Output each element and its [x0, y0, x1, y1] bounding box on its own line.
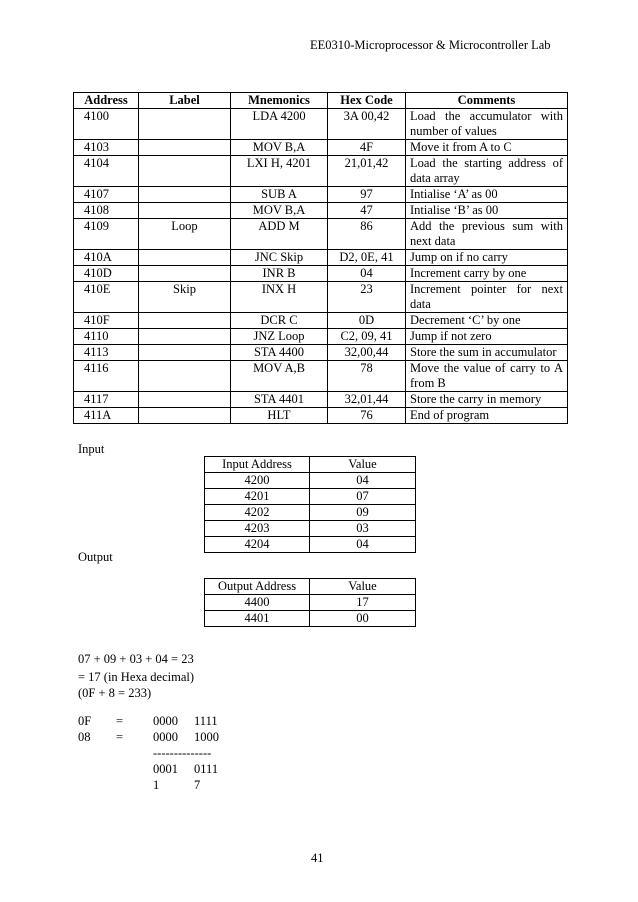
- cell-value: 04: [310, 537, 416, 553]
- cell-label: [139, 329, 231, 345]
- column-header-input-address: Input Address: [205, 457, 310, 473]
- cell-label: [139, 140, 231, 156]
- cell-label: Skip: [139, 282, 231, 313]
- cell-address: 411A: [74, 408, 139, 424]
- binary-cell: 1000: [194, 730, 219, 744]
- table-row: [74, 140, 568, 156]
- cell-address: 4113: [74, 345, 139, 361]
- table-row: [74, 219, 568, 250]
- cell-mnemonic: MOV A,B: [231, 361, 328, 392]
- cell-mnemonic: ADD M: [231, 219, 328, 250]
- cell-comment: Add the previous sum with next data: [406, 219, 568, 250]
- cell-hex-code: 4F: [328, 140, 406, 156]
- cell-address: 4201: [205, 489, 310, 505]
- output-label: Output: [78, 550, 113, 564]
- table-row: [205, 505, 416, 521]
- cell-address: 4117: [74, 392, 139, 408]
- cell-mnemonic: STA 4401: [231, 392, 328, 408]
- binary-cell: 08: [78, 730, 91, 744]
- table-row: [205, 595, 416, 611]
- table-row: [205, 489, 416, 505]
- cell-mnemonic: MOV B,A: [231, 203, 328, 219]
- cell-address: 4200: [205, 473, 310, 489]
- binary-cell: =: [116, 714, 124, 728]
- hex-result: = 17 (in Hexa decimal): [78, 670, 195, 684]
- sum-equation: 07 + 09 + 03 + 04 = 23: [78, 652, 194, 666]
- binary-cell: 0001: [153, 762, 178, 776]
- cell-label: [139, 250, 231, 266]
- cell-value: 03: [310, 521, 416, 537]
- binary-cell: --------------: [153, 746, 212, 760]
- cell-value: 09: [310, 505, 416, 521]
- cell-mnemonic: JNZ Loop: [231, 329, 328, 345]
- cell-hex-code: 97: [328, 187, 406, 203]
- table-row: [205, 611, 416, 627]
- cell-hex-code: 23: [328, 282, 406, 313]
- cell-label: [139, 187, 231, 203]
- cell-address: 4107: [74, 187, 139, 203]
- cell-address: 4103: [74, 140, 139, 156]
- table-row: [205, 521, 416, 537]
- table-row: [74, 187, 568, 203]
- cell-hex-code: 76: [328, 408, 406, 424]
- program-table-header: [74, 93, 568, 109]
- cell-comment: Jump on if no carry: [406, 250, 568, 266]
- column-header-mnemonics: Mnemonics: [231, 93, 328, 109]
- cell-label: [139, 266, 231, 282]
- column-header-label: Label: [139, 93, 231, 109]
- table-row: [74, 345, 568, 361]
- cell-label: [139, 408, 231, 424]
- table-row: [74, 250, 568, 266]
- cell-address: 410D: [74, 266, 139, 282]
- cell-comment: Load the accumulator with number of values: [406, 109, 568, 140]
- cell-value: 04: [310, 473, 416, 489]
- cell-value: 07: [310, 489, 416, 505]
- input-label: Input: [78, 442, 105, 456]
- table-row: [205, 537, 416, 553]
- cell-hex-code: 47: [328, 203, 406, 219]
- cell-comment: Move the value of carry to A from B: [406, 361, 568, 392]
- cell-comment: Intialise ‘B’ as 00: [406, 203, 568, 219]
- cell-comment: Increment pointer for next data: [406, 282, 568, 313]
- cell-address: 4110: [74, 329, 139, 345]
- cell-mnemonic: HLT: [231, 408, 328, 424]
- cell-mnemonic: JNC Skip: [231, 250, 328, 266]
- cell-address: 4202: [205, 505, 310, 521]
- binary-cell: 0F: [78, 714, 92, 728]
- cell-address: 4104: [74, 156, 139, 187]
- cell-comment: Load the starting address of data array: [406, 156, 568, 187]
- cell-hex-code: 78: [328, 361, 406, 392]
- binary-cell: 0111: [194, 762, 219, 776]
- cell-hex-code: 21,01,42: [328, 156, 406, 187]
- binary-cell: 1111: [194, 714, 218, 728]
- binary-cell: 7: [194, 778, 201, 792]
- cell-label: [139, 156, 231, 187]
- cell-address: 4116: [74, 361, 139, 392]
- table-row: [74, 282, 568, 313]
- cell-address: 4108: [74, 203, 139, 219]
- column-header-input-value: Value: [310, 457, 416, 473]
- cell-value: 00: [310, 611, 416, 627]
- cell-comment: End of program: [406, 408, 568, 424]
- cell-mnemonic: LXI H, 4201: [231, 156, 328, 187]
- cell-mnemonic: MOV B,A: [231, 140, 328, 156]
- cell-mnemonic: SUB A: [231, 187, 328, 203]
- output-table: [204, 578, 416, 627]
- page-header: EE0310-Microprocessor & Microcontroller Lab: [310, 38, 551, 52]
- binary-cell: 1: [153, 778, 160, 792]
- cell-label: [139, 345, 231, 361]
- cell-hex-code: 32,01,44: [328, 392, 406, 408]
- cell-mnemonic: DCR C: [231, 313, 328, 329]
- table-row: [74, 266, 568, 282]
- cell-mnemonic: INR B: [231, 266, 328, 282]
- page-number: 41: [311, 851, 324, 865]
- cell-mnemonic: LDA 4200: [231, 109, 328, 140]
- cell-mnemonic: INX H: [231, 282, 328, 313]
- cell-address: 410E: [74, 282, 139, 313]
- program-table: [73, 92, 568, 424]
- cell-label: [139, 109, 231, 140]
- cell-comment: Decrement ‘C’ by one: [406, 313, 568, 329]
- cell-comment: Store the carry in memory: [406, 392, 568, 408]
- cell-hex-code: C2, 09, 41: [328, 329, 406, 345]
- cell-address: 410A: [74, 250, 139, 266]
- cell-comment: Intialise ‘A’ as 00: [406, 187, 568, 203]
- cell-label: [139, 203, 231, 219]
- column-header-comments: Comments: [406, 93, 568, 109]
- table-row: [74, 392, 568, 408]
- cell-hex-code: 3A 00,42: [328, 109, 406, 140]
- binary-cell: 0000: [153, 714, 178, 728]
- cell-label: [139, 392, 231, 408]
- binary-cell: =: [116, 730, 124, 744]
- cell-label: Loop: [139, 219, 231, 250]
- table-row: [205, 473, 416, 489]
- cell-label: [139, 313, 231, 329]
- column-header-address: Address: [74, 93, 139, 109]
- input-table-header: [205, 457, 416, 473]
- column-header-output-address: Output Address: [205, 579, 310, 595]
- cell-address: 4109: [74, 219, 139, 250]
- output-table-header: [205, 579, 416, 595]
- cell-hex-code: 0D: [328, 313, 406, 329]
- cell-mnemonic: STA 4400: [231, 345, 328, 361]
- calculation-note: (0F + 8 = 233): [78, 686, 152, 700]
- table-row: [74, 313, 568, 329]
- table-row: [74, 361, 568, 392]
- cell-label: [139, 361, 231, 392]
- input-table: [204, 456, 416, 553]
- table-row: [74, 329, 568, 345]
- cell-comment: Store the sum in accumulator: [406, 345, 568, 361]
- table-row: [74, 109, 568, 140]
- binary-cell: 0000: [153, 730, 178, 744]
- cell-address: 410F: [74, 313, 139, 329]
- cell-hex-code: 04: [328, 266, 406, 282]
- cell-address: 4203: [205, 521, 310, 537]
- table-row: [74, 203, 568, 219]
- cell-value: 17: [310, 595, 416, 611]
- cell-address: 4401: [205, 611, 310, 627]
- cell-hex-code: 32,00,44: [328, 345, 406, 361]
- table-row: [74, 408, 568, 424]
- cell-address: 4100: [74, 109, 139, 140]
- cell-hex-code: D2, 0E, 41: [328, 250, 406, 266]
- cell-comment: Increment carry by one: [406, 266, 568, 282]
- cell-comment: Move it from A to C: [406, 140, 568, 156]
- cell-address: 4400: [205, 595, 310, 611]
- table-row: [74, 156, 568, 187]
- column-header-hex-code: Hex Code: [328, 93, 406, 109]
- cell-address: 4204: [205, 537, 310, 553]
- column-header-output-value: Value: [310, 579, 416, 595]
- cell-comment: Jump if not zero: [406, 329, 568, 345]
- cell-hex-code: 86: [328, 219, 406, 250]
